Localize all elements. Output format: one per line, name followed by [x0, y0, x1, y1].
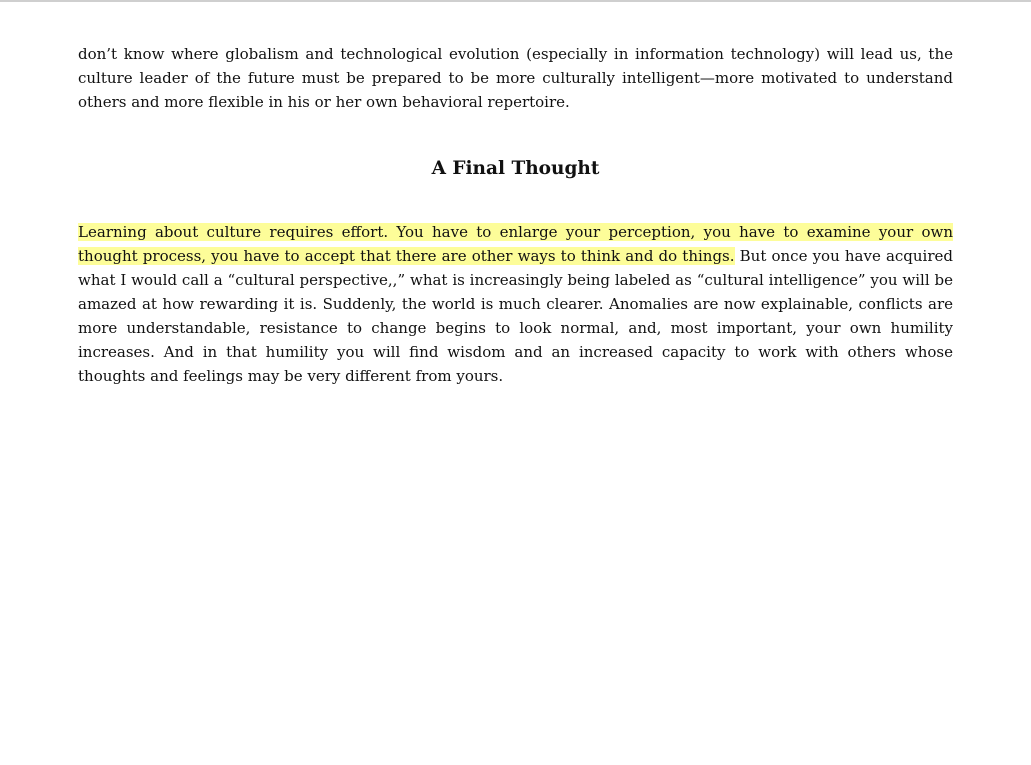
paragraph-final-thought [78, 220, 953, 388]
document-page [78, 42, 953, 388]
paragraph-text: But once you have acquired what I would call a “cultural perspective,,” what is increasingly being labeled as “cultural intelligence” you will be amazed at how rewarding it is. Suddenly, the world is much clearer. Anomalies are now explainable, conflicts are more understandable, resistance to change begins to look normal, and, most important, your own humility increases. And in that humility you will find wisdom and an increased capacity to work with others whose thoughts and feelings may be very different from yours. [78, 247, 953, 385]
section-heading: A Final Thought [431, 158, 600, 179]
page-top-border [0, 0, 1031, 2]
paragraph-continuation: don’t know where globalism and technological evolution (especially in information technology) will lead us, the culture leader of the future must be prepared to be more culturally intelligent—more motivated to understand others and more flexible in his or her own behavioral repertoire. [78, 45, 953, 111]
highlighted-passage[interactable]: Learning about culture requires effort. You have to enlarge your perception, you have to examine your own thought process, you have to accept that there are other ways to think and do things. [78, 223, 953, 265]
